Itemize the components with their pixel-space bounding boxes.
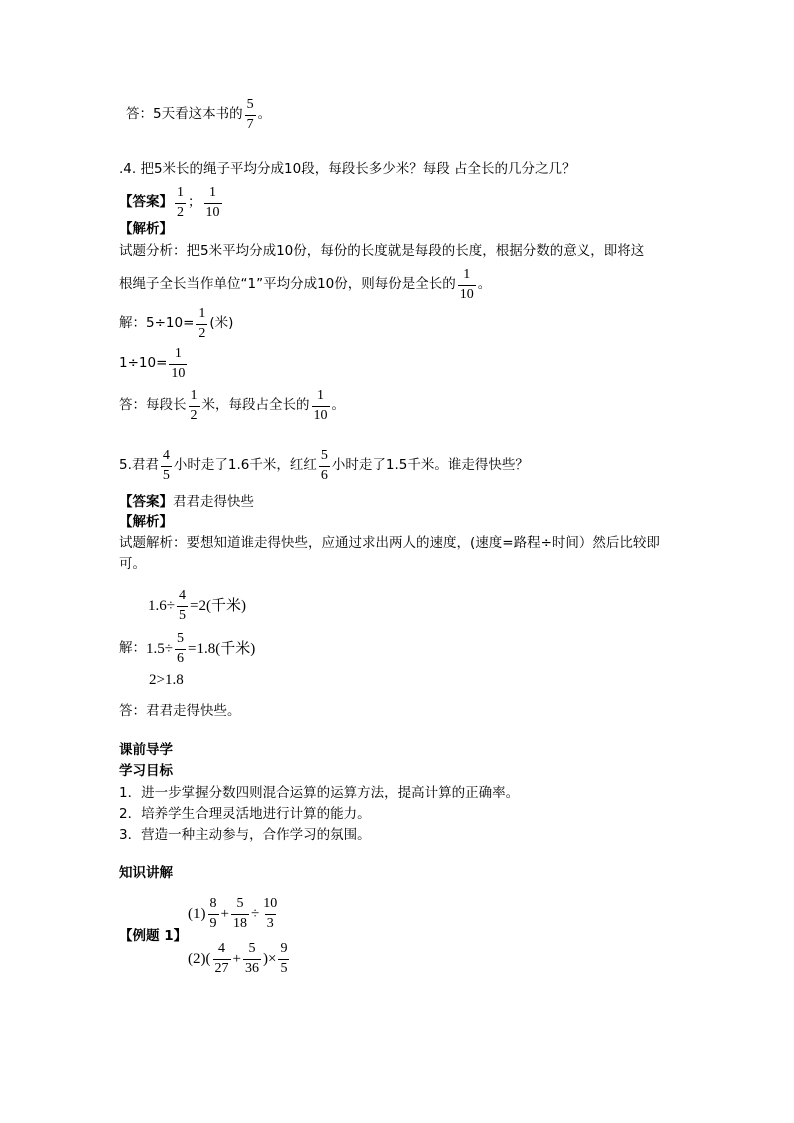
q4-analysis-line1: 试题分析：把5米平均分成10份，每份的长度就是每段的长度，根据分数的意义，即将这 [119,243,645,259]
q3-answer-suffix: 。 [257,106,272,123]
q5-calc-2-label: 解： [119,640,146,657]
q4-final-answer [119,389,345,423]
frac-numerator: 5 [248,941,256,956]
q5-final-answer: 答：君君走得快些。 [119,703,241,719]
frac-denominator: 5 [162,467,170,483]
frac-numerator: 4 [178,588,186,603]
q5-question-mid: 小时走了1.6千米，红红 [173,457,317,474]
q4-solution-1 [119,307,233,341]
frac-numerator: 5 [246,97,254,112]
frac-denominator: 3 [266,915,274,931]
q5-analysis-label: 【解析】 [119,514,173,530]
frac-denominator: 10 [459,286,474,302]
q5-compare: 2>1.8 [149,672,184,688]
q5-question-suffix: 小时走了1.5千米。谁走得快些？ [331,457,529,474]
frac-denominator: 10 [205,204,220,220]
frac-numerator: 4 [162,448,170,463]
knowledge-heading: 知识讲解 [119,865,173,881]
q5-question-fraction-1 [161,449,172,483]
frac-denominator: 10 [171,365,186,381]
frac-denominator: 6 [176,650,184,666]
frac-numerator: 1 [209,185,216,200]
expr-label: (2)( [188,950,211,967]
frac-numerator: 5 [320,448,328,463]
expr-fraction [231,897,249,931]
expr-fraction [261,897,279,931]
q4-answer-line [119,186,224,220]
example-label: 【例题 1】 [119,928,188,944]
q4-final-prefix: 答：每段长 [119,397,187,414]
frac-denominator: 27 [214,960,229,976]
q4-solution-1-fraction [196,307,207,341]
frac-numerator: 1 [174,346,182,361]
expr-operator: ÷ [250,905,260,922]
q4-answer-label: 【答案】 [119,194,173,211]
q3-answer-fraction [245,98,256,132]
q5-answer-text: 君君走得快些 [173,494,254,510]
frac-numerator: 1 [190,388,198,403]
q4-solution-1-suffix: (米) [209,315,234,332]
expr-fraction [213,942,231,976]
q4-final-fraction-1 [189,389,200,423]
expr-fraction [278,942,289,976]
frac-denominator: 2 [190,407,198,423]
frac-denominator: 7 [246,116,254,132]
q4-question: .4. 把5米长的绳子平均分成10段，每段长多少米？每段 占全长的几分之几？ [119,161,576,177]
q5-calc-1-prefix: 1.6÷ [148,597,175,614]
frac-numerator: 10 [263,896,278,911]
expr-operator: )× [262,950,277,967]
frac-numerator: 1 [198,306,206,321]
q5-calc-1-suffix: =2(千米) [189,597,246,614]
q5-calc-2-prefix: 1.5÷ [146,640,173,657]
q4-answer-fraction-1 [175,186,186,220]
q5-question [119,449,529,483]
objective-item: 2．培养学生合理灵活地进行计算的能力。 [119,806,371,822]
q5-calc-1-fraction [177,589,188,623]
q5-calc-2-suffix: =1.8(千米) [187,640,256,657]
expr-fraction [243,942,261,976]
preview-heading: 课前导学 [119,742,173,758]
q5-analysis-line1: 试题解析：要想知道谁走得快些，应通过求出两人的速度，(速度=路程÷时间）然后比较即 [119,535,660,551]
frac-denominator: 5 [280,960,288,976]
frac-denominator: 36 [244,960,259,976]
q4-solution-2-prefix: 1÷10= [119,355,168,372]
frac-numerator: 1 [317,388,324,403]
expr-operator: + [220,905,229,922]
q4-analysis-fraction [458,268,476,302]
frac-numerator: 1 [463,267,471,282]
frac-numerator: 4 [218,941,225,956]
q4-solution-2-fraction [169,347,187,381]
q5-question-prefix: 5.君君 [119,457,159,474]
q5-answer-line [119,496,254,510]
q4-final-suffix: 。 [331,397,345,414]
frac-denominator: 10 [313,407,328,423]
frac-denominator: 9 [209,915,217,931]
q4-final-fraction-2 [312,389,330,423]
objective-item: 3．营造一种主动参与，合作学习的氛围。 [119,827,371,843]
q4-answer-fraction-2 [204,186,222,220]
q5-calc-2 [119,632,255,666]
q5-analysis-line2: 可。 [119,556,146,572]
q4-analysis-line2-text: 根绳子全长当作单位“1”平均分成10份，则每份是全长的 [119,276,456,293]
example-1-expression-1 [188,897,281,931]
objective-item: 1．进一步掌握分数四则混合运算的运算方法，提高计算的正确率。 [119,785,520,801]
q4-final-mid: 米，每段占全长的 [201,397,310,414]
frac-denominator: 5 [178,607,186,623]
objectives-heading: 学习目标 [119,763,173,779]
example-1-expression-2 [188,942,291,976]
q4-analysis-line2 [119,268,491,302]
frac-denominator: 18 [232,915,247,931]
expr-label: (1) [188,905,206,922]
expr-fraction [208,897,219,931]
q3-answer-line [126,98,271,132]
frac-denominator: 2 [177,204,184,220]
expr-operator: + [232,950,241,967]
q4-solution-1-prefix: 解：5÷10= [119,315,195,332]
q5-answer-label: 【答案】 [119,494,173,510]
q5-question-fraction-2 [319,449,330,483]
frac-numerator: 5 [236,896,244,911]
q5-calc-2-fraction [175,632,186,666]
q4-solution-2 [119,347,189,381]
frac-numerator: 1 [177,185,184,200]
frac-numerator: 5 [176,631,184,646]
q5-calc-1 [148,589,246,623]
q3-answer-prefix: 答：5天看这本书的 [126,106,243,123]
q4-answer-separator: ； [188,194,202,211]
frac-numerator: 8 [209,896,217,911]
q4-analysis-label: 【解析】 [119,221,173,237]
frac-denominator: 6 [320,467,328,483]
frac-denominator: 2 [198,325,206,341]
frac-numerator: 9 [280,941,288,956]
q4-analysis-suffix: 。 [477,276,492,293]
